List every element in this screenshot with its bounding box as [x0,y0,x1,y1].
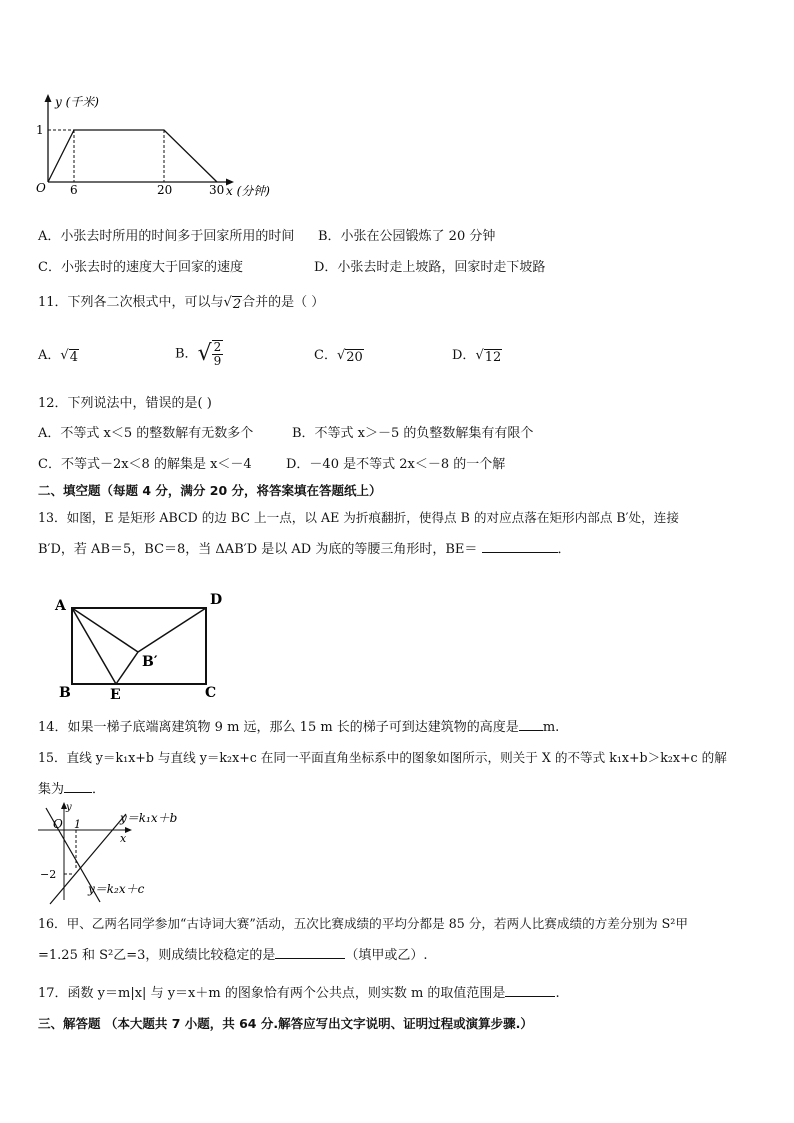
q11-stem-post: 合并的是（ ） [242,295,325,310]
q10-option-d: D．小张去时走上坡路，回家时走下坡路 [314,260,546,275]
q13-line-1: 13．如图，E 是矩形 ABCD 的边 BC 上一点，以 AE 为折痕翻折，使得点 B 的对应点落在矩形内部点 B′处，连接 [38,510,679,525]
q13-rectangle-figure [50,588,240,700]
q10-option-a: A．小张去时所用的时间多于回家所用的时间 [38,229,295,244]
q16-answer-blank [275,946,345,959]
q11-option-c: C．√ 20 [314,348,363,365]
q17-stem: 17．函数 y＝m|x| 与 y＝x＋m 的图象恰有两个公共点，则实数 m 的取值范围是 . [38,986,560,1001]
point-d-label: D [210,592,223,608]
q10-distance-time-graph [30,90,290,200]
q13-answer-blank [482,540,558,553]
point-c-label: C [205,685,217,700]
fraction-2-9: $\frac{2}{9}$ [213,340,222,368]
q16-line-2: =1.25 和 S²乙=3，则成绩比较稳定的是 （填甲或乙）. [38,948,428,963]
q15-answer-blank [64,780,92,793]
x-axis-label: x (分钟) [226,184,270,198]
q17-answer-blank [505,984,555,997]
y-tick-1: 1 [36,123,44,137]
section-2-heading: 二、填空题（每题 4 分，满分 20 分，将答案填在答题纸上） [38,483,382,498]
q15-line-2: 集为 ． [38,782,106,797]
origin-label: O [36,181,46,195]
q12-stem: 12．下列说法中，错误的是( ) [38,396,212,411]
y-axis-label: y [66,802,72,813]
q12-option-d: D．－40 是不等式 2x＜－8 的一个解 [286,457,506,472]
q13-line-2: B′D，若 AB＝5，BC＝8，当 ΔAB′D 是以 AD 为底的等腰三角形时，BE＝ ． [38,542,571,557]
sqrt-12: √ 12 [475,348,502,365]
x-tick-30: 30 [209,183,225,197]
q14-stem: 14．如果一梯子底端离建筑物 9 m 远，那么 15 m 长的梯子可到达建筑物的高度是 m. [38,720,560,735]
q11-option-a: A．√ 4 [38,348,78,365]
q15-line-1: 15．直线 y＝k₁x+b 与直线 y＝k₂x+c 在同一平面直角坐标系中的图象如图所示，则关于 X 的不等式 k₁x+b＞k₂x+c 的解 [38,750,727,765]
q15-two-lines-figure [36,800,186,905]
sqrt-2: √ 2 [223,295,242,312]
x-tick-20: 20 [157,183,173,197]
q12-option-c: C．不等式－2x＜8 的解集是 x＜－4 [38,457,252,472]
q11-option-b: B．√ $\frac{2}{9}$ [175,340,222,368]
sqrt-4: √ 4 [60,348,78,365]
y-axis-label: y (千米) [55,95,99,109]
x-tick-1: 1 [74,818,81,831]
section-3-heading: 三、解答题 （本大题共 7 小题，共 64 分.解答应写出文字说明、证明过程或演算步骤.） [38,1016,533,1031]
q11-stem-pre: 11．下列各二次根式中，可以与 [38,295,224,310]
point-a-label: A [55,598,66,614]
point-b-prime-label: B′ [142,654,158,670]
x-tick-6: 6 [70,183,78,197]
q12-option-b: B．不等式 x＞－5 的负整数解集有有限个 [292,426,534,441]
x-axis-label: x [120,832,127,845]
line-k2-label: y＝k₂x＋c [88,882,145,896]
q10-option-b: B．小张在公园锻炼了 20 分钟 [318,229,496,244]
y-tick-neg2: −2 [40,868,57,881]
q12-option-a: A．不等式 x＜5 的整数解有无数多个 [38,426,254,441]
origin-label: O [53,817,63,831]
q10-option-c: C．小张去时的速度大于回家的速度 [38,260,243,275]
q11-option-d: D．√ 12 [452,348,502,365]
sqrt-20: √ 20 [336,348,363,365]
point-e-label: E [110,687,121,700]
line-k1-label: y＝k₁x＋b [120,811,178,825]
point-b-label: B [59,685,71,700]
q16-line-1: 16．甲、乙两名同学参加“古诗词大赛”活动，五次比赛成绩的平均分都是 85 分，若两人比赛成绩的方差分别为 S²甲 [38,916,688,931]
q14-answer-blank [519,718,543,731]
q11-stem [38,294,324,312]
